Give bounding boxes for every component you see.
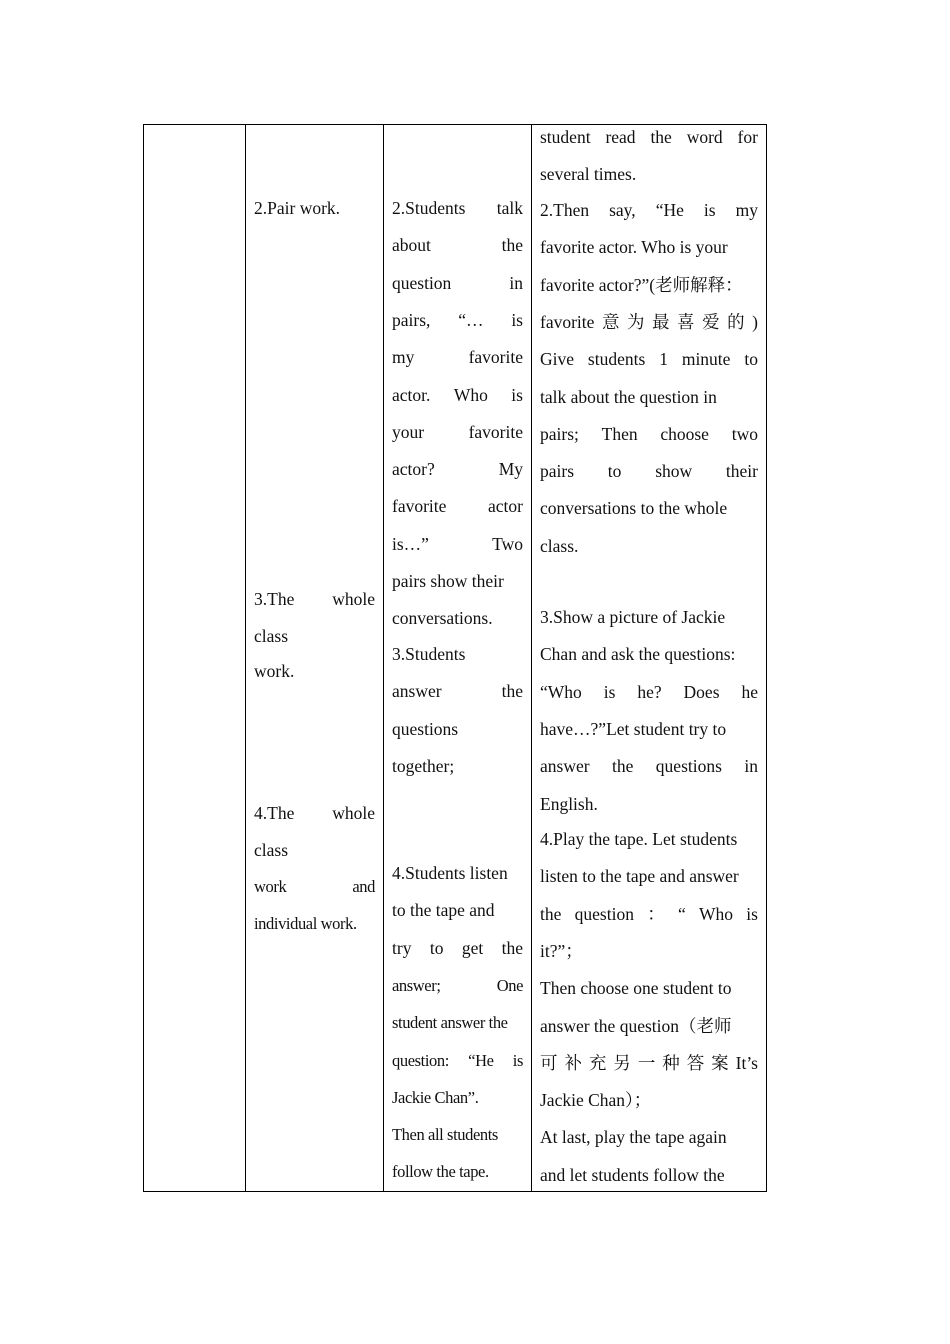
text-word: is…”: [392, 533, 429, 554]
text-word: answer the question（老师: [540, 1015, 732, 1036]
text-word: 2.Then: [540, 200, 590, 220]
text-word: question: [574, 903, 634, 924]
text-word: and: [352, 877, 375, 896]
text-word: work: [254, 877, 287, 896]
text-word: to the tape and: [392, 900, 495, 921]
text-word: conversations to the whole: [540, 498, 728, 519]
student-activity-line: [392, 1042, 523, 1079]
table-column-divider: [383, 125, 384, 1191]
text-word: 1: [659, 349, 668, 370]
text-word: 案: [711, 1052, 729, 1073]
text-word: It’s: [735, 1052, 758, 1073]
text-word: listen to the tape and answer: [540, 866, 739, 887]
text-word: read: [605, 127, 636, 147]
text-word: 4.Students listen: [392, 863, 508, 883]
teacher-activity-line: [540, 229, 758, 266]
teacher-activity-line: [540, 341, 758, 378]
text-word: One: [496, 975, 523, 995]
student-activity-line: [392, 488, 523, 525]
student-activity-line: [392, 636, 523, 673]
student-activity-line: [392, 892, 523, 929]
text-word: class.: [540, 535, 579, 556]
text-word: favorite: [468, 421, 523, 442]
student-activity-line: [392, 930, 523, 967]
text-word: 爱: [702, 311, 720, 332]
text-word: My: [498, 459, 523, 480]
student-activity-line: [392, 967, 523, 1004]
text-word: my: [735, 200, 758, 220]
text-word: pairs,: [392, 309, 431, 330]
text-word: pairs show their: [392, 571, 504, 591]
text-word: 答: [686, 1052, 705, 1073]
text-word: minute: [681, 349, 731, 370]
teacher-activity-line: [540, 192, 758, 229]
text-word: actor?: [392, 459, 435, 480]
text-word: it?”；: [540, 940, 583, 961]
text-word: get: [461, 937, 484, 958]
text-word: 补: [564, 1052, 582, 1073]
activity-label: 2.Pair work.: [254, 198, 341, 218]
activity-label: class: [254, 626, 289, 646]
text-word: student: [540, 127, 591, 147]
student-activity-line: [392, 855, 523, 892]
text-word: question:: [392, 1050, 449, 1070]
teacher-activity-line: [540, 636, 758, 673]
text-word: to: [429, 937, 444, 958]
student-activity-line: [392, 673, 523, 710]
text-word: “He: [655, 200, 684, 220]
text-word: Jackie Chan”.: [392, 1087, 479, 1107]
text-word: 为: [626, 311, 645, 332]
text-word: have…?”Let student try to: [540, 718, 727, 739]
text-word: and let students follow the: [540, 1164, 725, 1185]
student-activity-line: [392, 600, 523, 637]
text-word: several times.: [540, 164, 637, 185]
text-word: 可: [540, 1052, 558, 1073]
text-word: the: [650, 127, 672, 147]
text-word: whole: [332, 803, 375, 823]
text-word: is: [603, 681, 616, 702]
text-word: favorite: [540, 311, 595, 332]
text-word: 另: [613, 1052, 631, 1073]
student-activity-line: [392, 227, 523, 264]
text-word: student answer the: [392, 1013, 508, 1033]
activity-label: [254, 868, 375, 905]
text-word: favorite actor?”(老师解释：: [540, 274, 743, 295]
activity-label: [254, 795, 375, 832]
text-word: questions: [392, 718, 459, 739]
student-activity-line: [392, 414, 523, 451]
text-word: is: [746, 903, 758, 924]
teacher-activity-line: [540, 379, 758, 416]
teacher-activity-line: [540, 453, 758, 490]
student-activity-line: [392, 1116, 523, 1153]
activity-label: [254, 581, 375, 618]
text-word: the: [501, 681, 523, 702]
text-word: 4.Play the tape. Let students: [540, 829, 738, 849]
text-word: Then all students: [392, 1125, 498, 1145]
teacher-activity-line: [540, 748, 758, 785]
text-word: 的: [727, 311, 745, 332]
text-word: students: [587, 349, 646, 370]
text-word: he: [741, 681, 758, 702]
teacher-activity-line: [540, 896, 758, 933]
text-word: 3.Students: [392, 644, 466, 664]
text-word: At last, play the tape again: [540, 1127, 727, 1148]
student-activity-line: [392, 563, 523, 600]
student-activity-line: [392, 265, 523, 302]
text-word: talk about the question in: [540, 386, 717, 407]
text-word: “He: [468, 1050, 494, 1070]
text-word: actor.: [392, 384, 431, 405]
text-word: “Who: [540, 681, 582, 702]
text-word: is: [703, 200, 716, 220]
student-activity-line: [392, 1079, 523, 1116]
text-word: Then: [601, 423, 638, 444]
teacher-activity-line: [540, 786, 758, 823]
text-word: pairs: [540, 461, 575, 482]
text-word: actor: [488, 496, 523, 517]
text-word: answer: [540, 756, 590, 777]
text-word: their: [725, 461, 758, 482]
text-word: Chan and ask the questions:: [540, 644, 736, 665]
text-word: to: [607, 461, 622, 482]
student-activity-line: [392, 748, 523, 785]
student-activity-line: [392, 526, 523, 563]
text-word: “: [677, 903, 686, 924]
activity-label: work.: [254, 661, 295, 681]
text-word: show: [655, 461, 693, 482]
teacher-activity-line: [540, 304, 758, 341]
text-word: my: [392, 347, 415, 368]
text-word: is: [511, 384, 523, 405]
teacher-activity-line: [540, 267, 758, 304]
teacher-activity-line: [540, 1157, 758, 1194]
text-word: 2.Students: [392, 198, 466, 218]
text-word: Does: [683, 681, 720, 702]
text-word: favorite: [468, 347, 523, 368]
teacher-activity-line: [540, 416, 758, 453]
teacher-activity-line: [540, 933, 758, 970]
student-activity-line: [392, 711, 523, 748]
teacher-activity-line: [540, 599, 758, 636]
text-word: answer;: [392, 975, 441, 995]
text-word: to: [744, 349, 758, 370]
teacher-activity-line: [540, 1008, 758, 1045]
teacher-activity-line: [540, 1082, 758, 1119]
teacher-activity-line: [540, 156, 758, 193]
text-word: the: [611, 756, 634, 777]
text-word: 充: [588, 1052, 607, 1073]
student-activity-line: [392, 339, 523, 376]
text-word: 意: [601, 311, 620, 332]
teacher-activity-line: [540, 674, 758, 711]
text-word: is: [512, 1050, 523, 1070]
text-word: for: [737, 127, 758, 147]
text-word: conversations.: [392, 608, 493, 629]
text-word: favorite actor. Who is your: [540, 237, 728, 258]
text-word: follow the tape.: [392, 1162, 489, 1182]
text-word: questions: [655, 756, 722, 777]
text-word: ): [752, 311, 758, 332]
student-activity-line: [392, 1004, 523, 1041]
text-word: 一: [637, 1052, 656, 1073]
text-word: the: [540, 903, 562, 924]
text-word: try: [392, 937, 412, 958]
teacher-activity-line: [540, 821, 758, 858]
teacher-activity-line: [540, 858, 758, 895]
text-word: Who: [698, 903, 734, 924]
text-word: Two: [492, 533, 523, 554]
teacher-activity-line: [540, 711, 758, 748]
student-activity-line: [392, 302, 523, 339]
text-word: together;: [392, 755, 455, 776]
student-activity-line: [392, 190, 523, 227]
text-word: in: [744, 756, 758, 777]
teacher-activity-line: [540, 1045, 758, 1082]
table-column-divider: [245, 125, 246, 1191]
text-word: Who: [453, 384, 488, 405]
text-word: 最: [652, 311, 670, 332]
text-word: ：: [647, 903, 665, 924]
text-word: Jackie Chan）；: [540, 1090, 652, 1111]
text-word: question: [392, 272, 452, 293]
text-word: 3.The: [254, 589, 295, 609]
text-word: the: [501, 937, 523, 958]
text-word: say,: [609, 200, 636, 220]
student-activity-line: [392, 451, 523, 488]
student-activity-line: [392, 1153, 523, 1190]
text-word: choose: [660, 423, 709, 444]
teacher-activity-line: [540, 490, 758, 527]
text-word: 3.Show a picture of Jackie: [540, 607, 726, 627]
teacher-activity-line: [540, 1119, 758, 1156]
text-word: talk: [496, 198, 523, 218]
text-word: is: [511, 309, 523, 330]
text-word: English.: [540, 793, 598, 814]
text-word: 喜: [677, 311, 695, 332]
activity-label: individual work.: [254, 914, 357, 933]
text-word: two: [731, 423, 758, 444]
text-word: he?: [637, 681, 662, 702]
teacher-activity-line: [540, 528, 758, 565]
text-word: about: [392, 235, 431, 256]
text-word: the: [501, 235, 523, 256]
text-word: “…: [458, 309, 484, 330]
text-word: answer: [392, 681, 442, 702]
table-column-divider: [531, 125, 532, 1191]
text-word: pairs;: [540, 423, 579, 444]
text-word: word: [686, 127, 723, 147]
teacher-activity-line: [540, 119, 758, 156]
activity-label: class: [254, 840, 289, 860]
teacher-activity-line: [540, 970, 758, 1007]
text-word: 4.The: [254, 803, 295, 823]
text-word: 种: [662, 1052, 680, 1073]
text-word: Give: [540, 349, 575, 370]
text-word: whole: [332, 589, 375, 609]
text-word: your: [392, 421, 425, 442]
text-word: in: [509, 272, 523, 293]
text-word: favorite: [392, 496, 447, 517]
text-word: Then choose one student to: [540, 978, 732, 999]
student-activity-line: [392, 377, 523, 414]
